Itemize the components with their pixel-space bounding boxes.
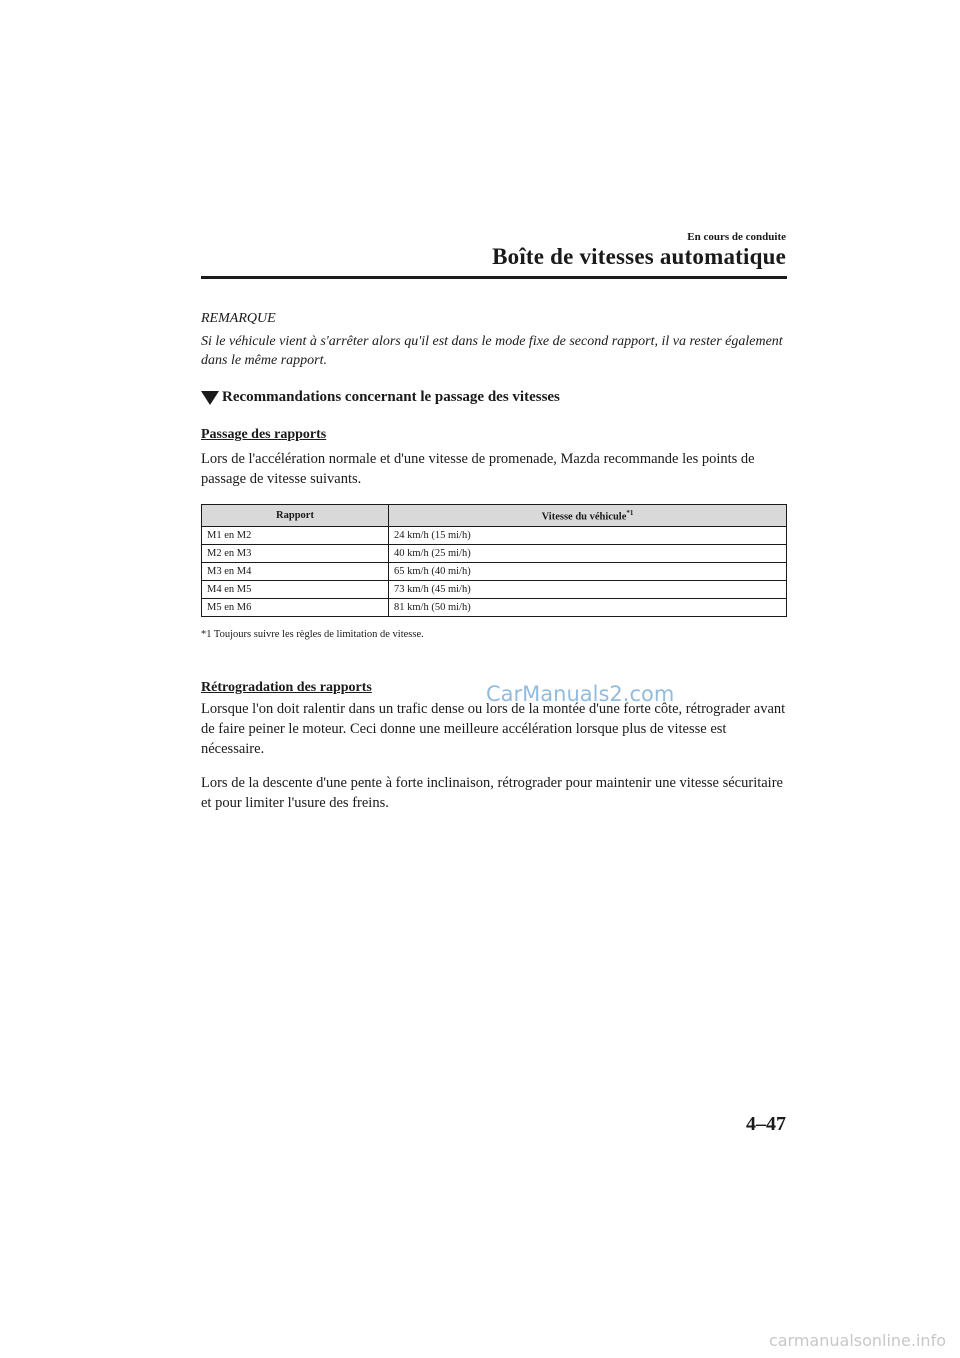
section-heading [201, 389, 560, 406]
shift-points-table [201, 504, 787, 617]
table-row [202, 563, 787, 581]
table-footnote: *1 Toujours suivre les règles de limitation de vitesse. [201, 629, 424, 640]
speed-cell: 40 km/h (25 mi/h) [389, 545, 787, 563]
table-row [202, 545, 787, 563]
downshift-text-1: Lorsque l'on doit ralentir dans un trafic dense ou lors de la montée d'une forte côte, rétrograder avant de faire peiner le moteur. Ceci donne une meilleure accélération lorsque plus de vitesse est nécessaire. [201, 701, 786, 757]
chapter-label: En cours de conduite [687, 231, 786, 243]
watermark: CarManuals2.com [486, 682, 675, 706]
speed-cell: 81 km/h (50 mi/h) [389, 599, 787, 617]
table-row [202, 581, 787, 599]
header-speed [389, 505, 787, 527]
gear-cell: M3 en M4 [202, 563, 389, 581]
speed-cell: 24 km/h (15 mi/h) [389, 527, 787, 545]
table-row [202, 527, 787, 545]
page-number: 4–47 [746, 1113, 786, 1135]
speed-cell: 73 km/h (45 mi/h) [389, 581, 787, 599]
gear-cell: M1 en M2 [202, 527, 389, 545]
header-speed-label: Vitesse du véhicule [541, 511, 627, 523]
note-label: REMARQUE [201, 311, 276, 326]
gear-cell: M5 en M6 [202, 599, 389, 617]
table-row [202, 599, 787, 617]
gear-cell: M4 en M5 [202, 581, 389, 599]
gear-cell: M2 en M3 [202, 545, 389, 563]
footer-watermark: carmanualsonline.info [768, 1331, 946, 1350]
table-header-row [202, 505, 787, 527]
upshift-text: Lors de l'accélération normale et d'une vitesse de promenade, Mazda recommande les points de passage de vitesse suivants. [201, 451, 755, 487]
section-title: Recommandations concernant le passage des vitesses [222, 389, 560, 405]
page-title: Boîte de vitesses automatique [492, 244, 786, 269]
header-speed-footnote-ref: *1 [626, 508, 634, 517]
triangle-down-icon [201, 391, 219, 405]
downshift-heading: Rétrogradation des rapports [201, 680, 372, 695]
upshift-heading: Passage des rapports [201, 427, 327, 442]
header-gear: Rapport [202, 505, 389, 527]
header-divider [201, 276, 787, 279]
note-text: Si le véhicule vient à s'arrêter alors qu'il est dans le mode fixe de second rapport, il va rester également dans le même rapport. [201, 334, 783, 368]
downshift-text-2: Lors de la descente d'une pente à forte inclinaison, rétrograder pour maintenir une vitesse sécuritaire et pour limiter l'usure des freins. [201, 775, 783, 811]
speed-cell: 65 km/h (40 mi/h) [389, 563, 787, 581]
